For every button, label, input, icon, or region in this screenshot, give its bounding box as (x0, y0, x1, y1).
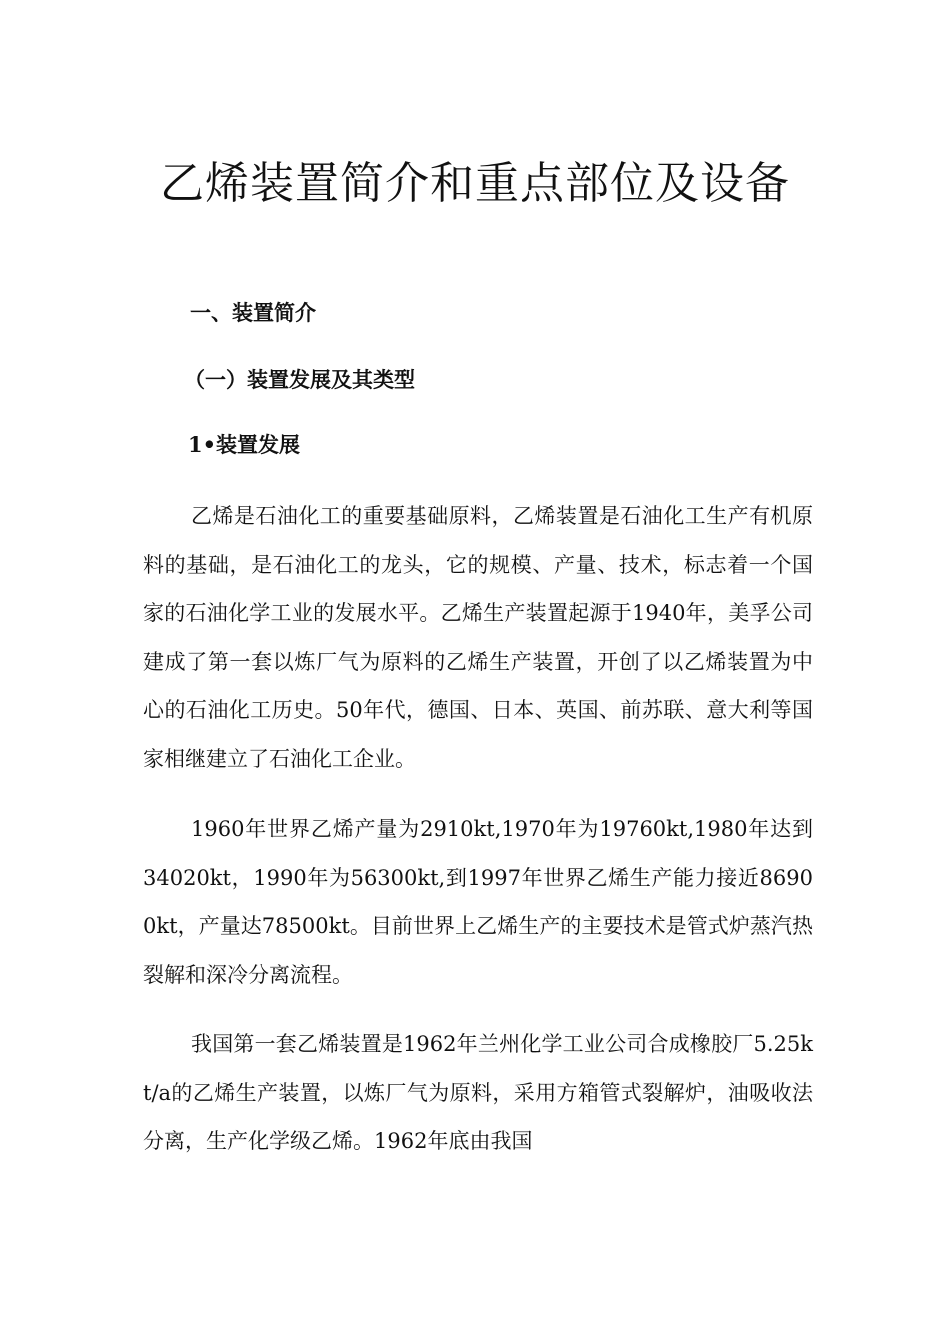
body-paragraph: 我国第一套乙烯装置是1962年兰州化学工业公司合成橡胶厂5.25kt/a的乙烯生产装置，以炼厂气为原料，采用方箱管式裂解炉，油吸收法分离，生产化学级乙烯。1962年底由我国 (143, 1032, 813, 1153)
body-paragraph: 乙烯是石油化工的重要基础原料，乙烯装置是石油化工生产有机原料的基础，是石油化工的龙头，它的规模、产量、技术，标志着一个国家的石油化学工业的发展水平。乙烯生产装置起源于1940年，美孚公司建成了第一套以炼厂气为原料的乙烯生产装置，开创了以乙烯装置为中心的石油化工历史。50年代，德国、日本、英国、前苏联、意大利等国家相继建立了石油化工企业。 (143, 504, 813, 771)
item-heading-device-development: 1•装置发展 (188, 432, 301, 457)
section-heading-device-intro: 一、装置简介 (190, 301, 316, 325)
document-title: 乙烯装置简介和重点部位及设备 (160, 158, 790, 209)
subsection-heading-development-types: （一）装置发展及其类型 (184, 367, 415, 392)
body-paragraph: 1960年世界乙烯产量为2910kt,1970年为19760kt,1980年达到34020kt，1990年为56300kt,到1997年世界乙烯生产能力接近86900kt，产量达78500kt。目前世界上乙烯生产的主要技术是管式炉蒸汽热裂解和深冷分离流程。 (143, 817, 813, 987)
